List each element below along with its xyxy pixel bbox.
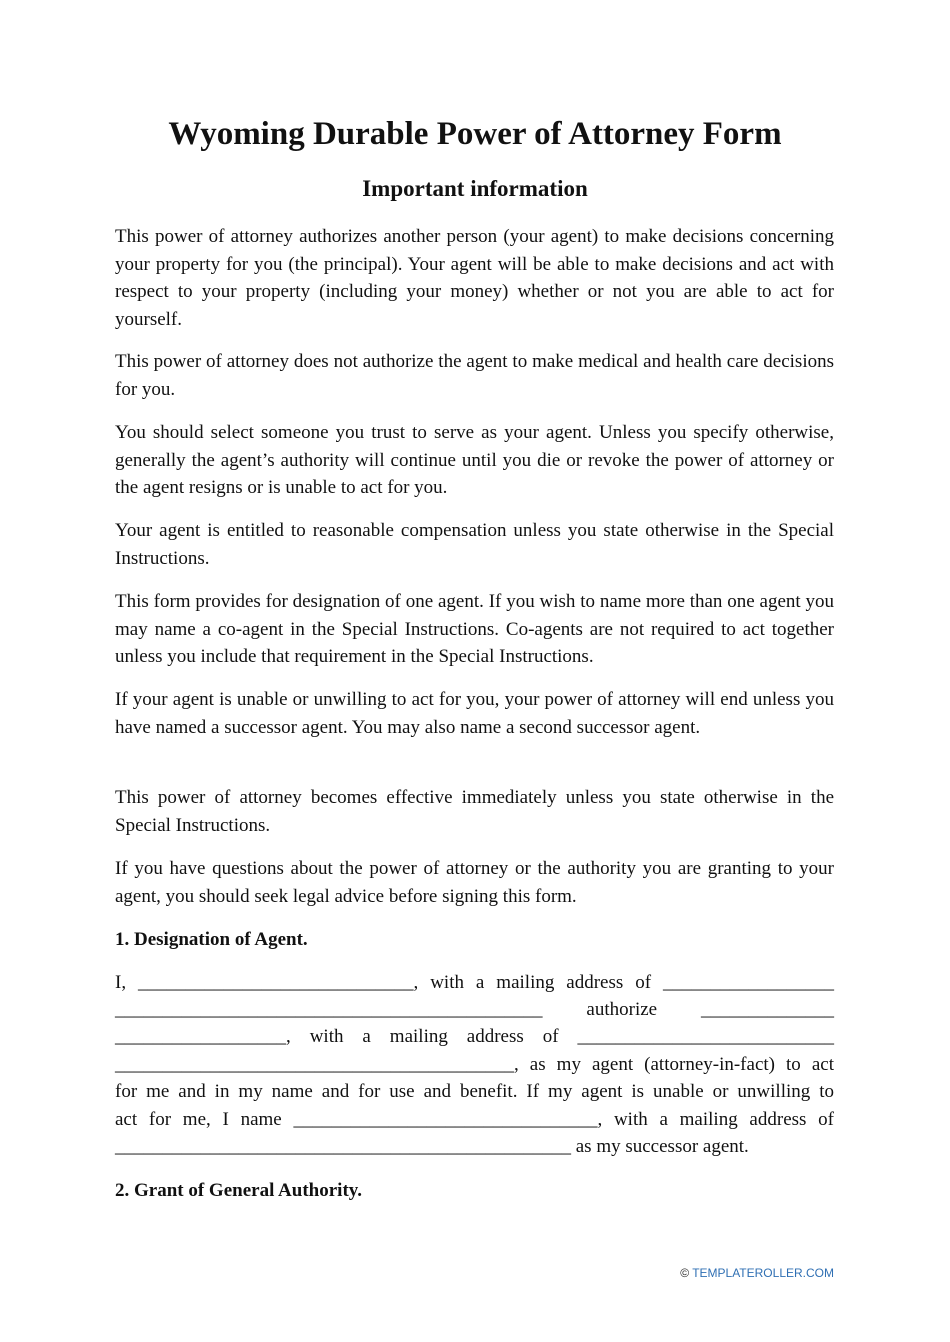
info-paragraph: This power of attorney becomes effective immediately unless you state otherwise in the Special Instructions. (115, 787, 834, 836)
form-line: I, _____________________________, with a mailing address of __________________ (115, 972, 834, 993)
info-paragraph: If your agent is unable or unwilling to act for you, your power of attorney will end unless you have named a successor agent. You may also name a second successor agent. (115, 689, 834, 738)
info-paragraph: Your agent is entitled to reasonable compensation unless you state otherwise in the Special Instructions. (115, 520, 834, 569)
section-subtitle: Important information (362, 176, 588, 201)
info-paragraph: You should select someone you trust to serve as your agent. Unless you specify otherwise, generally the agent’s authority will continue until you die or revoke the power of attorney or the agent resigns or is unable to act for you. (115, 422, 834, 498)
info-paragraph: This power of attorney authorizes another person (your agent) to make decisions concerning your property for you (the principal). Your agent will be able to make decisions and act with respect to your property (including your money) whether or not you are able to act for yourself. (115, 226, 834, 330)
form-line: _____________________________________________ authorize ______________ (115, 999, 834, 1020)
form-line: __________________, with a mailing address of ___________________________ (115, 1026, 834, 1047)
document-title: Wyoming Durable Power of Attorney Form (168, 116, 782, 152)
form-line: for me and in my name and for use and benefit. If my agent is unable or unwilling to (115, 1081, 834, 1102)
form-line: __________________________________________, as my agent (attorney-in-fact) to act (115, 1054, 834, 1075)
info-paragraph: This power of attorney does not authorize the agent to make medical and health care decisions for you. (115, 351, 834, 400)
form-line: ________________________________________________ as my successor agent. (115, 1136, 749, 1157)
info-paragraph: If you have questions about the power of attorney or the authority you are granting to your agent, you should seek legal advice before signing this form. (115, 858, 834, 907)
footer-credit (0, 1266, 834, 1280)
section-heading-grant: 2. Grant of General Authority. (115, 1180, 362, 1201)
copyright-symbol: © (680, 1266, 690, 1280)
form-line: act for me, I name ________________________________, with a mailing address of (115, 1109, 834, 1130)
info-paragraph: This form provides for designation of one agent. If you wish to name more than one agent you may name a co-agent in the Special Instructions. Co-agents are not required to act together unless you include that requirement in the Special Instructions. (115, 591, 834, 667)
section-heading-designation: 1. Designation of Agent. (115, 929, 308, 950)
footer-site-link[interactable]: TEMPLATEROLLER.COM (692, 1266, 834, 1280)
